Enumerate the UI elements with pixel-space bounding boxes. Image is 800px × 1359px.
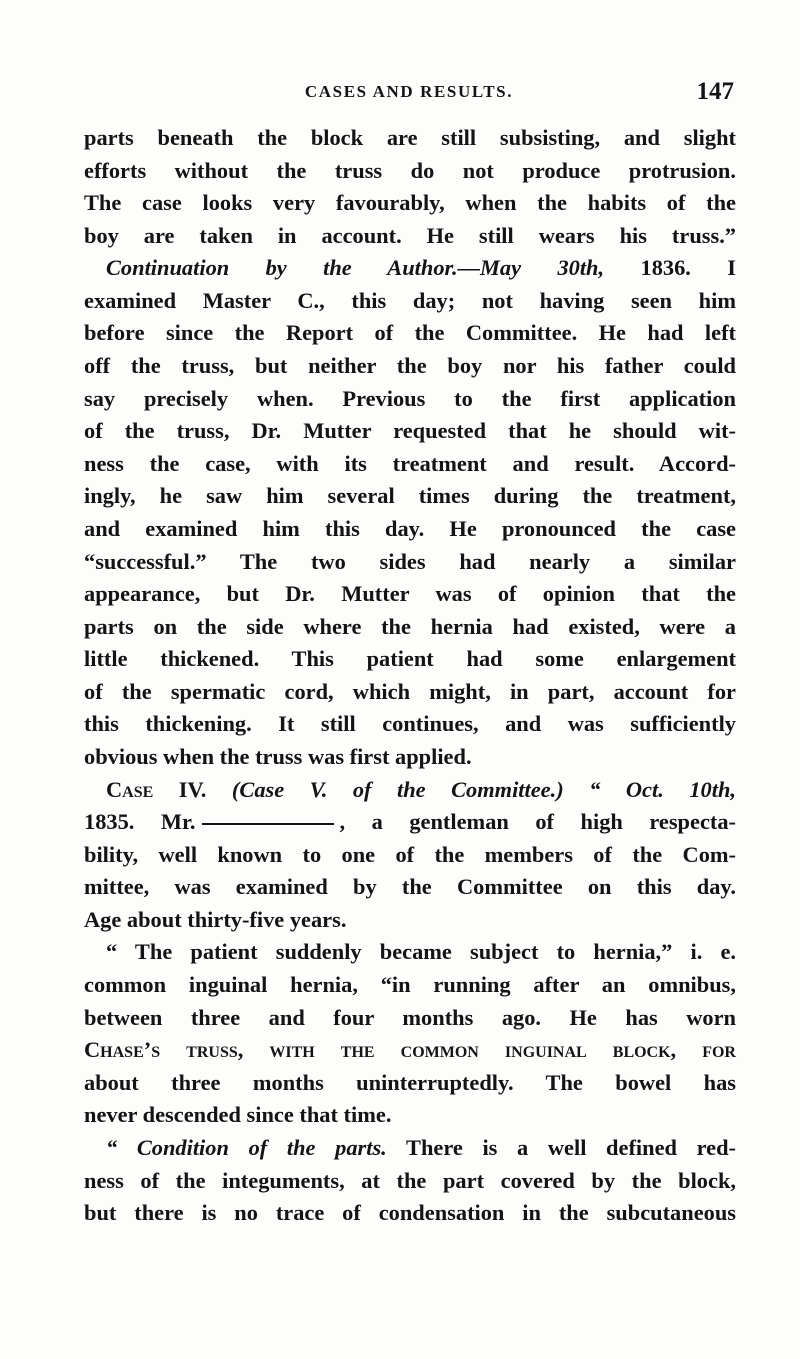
text-line <box>84 1132 736 1165</box>
text-line: appearance, but Dr. Mutter was of opinion that the <box>84 581 736 607</box>
text-line: parts beneath the block are still subsisting, and slight <box>84 125 736 150</box>
text-line: ness of the integuments, at the part covered by the block, <box>84 1167 736 1193</box>
case-heading: Case IV. <box>106 776 207 802</box>
text-line: between three and four months ago. He has worn <box>84 1004 736 1030</box>
text-line: The case looks very favourably, when the habits of the <box>84 190 736 216</box>
text-span: There is a well defined red- <box>386 1134 736 1160</box>
text-line: ness the case, with its treatment and result. Accord- <box>84 450 736 476</box>
body-text <box>84 122 736 1230</box>
text-line: obvious when the truss was first applied. <box>84 743 472 769</box>
text-line: efforts without the truss do not produce protrusion. <box>84 157 736 183</box>
text-span: 1835. Mr. <box>84 809 196 835</box>
text-line: never descended since that time. <box>84 1102 392 1128</box>
text-line <box>84 806 736 839</box>
text-line: ingly, he saw him several times during the treatment, <box>84 483 736 509</box>
running-title: CASES AND RESULTS. <box>304 82 514 101</box>
case-reference: (Case V. of the Committee.) <box>231 776 564 802</box>
text-line: before since the Report of the Committee. He had left <box>84 320 736 346</box>
text-line: mittee, was examined by the Committee on this day. <box>84 874 736 900</box>
text-line: boy are taken in account. He still wears his truss.” <box>84 222 736 248</box>
text-line: “successful.” The two sides had nearly a similar <box>84 548 736 574</box>
text-line: but there is no trace of condensation in the subcutaneous <box>84 1200 736 1226</box>
text-line: bility, well known to one of the members of the Com- <box>84 841 736 867</box>
text-line: “ The patient suddenly became subject to hernia,” i. e. <box>106 939 736 965</box>
text-line <box>84 774 736 807</box>
case-date: “ Oct. 10th, <box>589 776 736 802</box>
text-line <box>84 252 736 285</box>
page-number: 147 <box>696 78 734 105</box>
text-span: , a gentleman of high respecta- <box>339 809 736 835</box>
text-line <box>84 1034 736 1067</box>
text-span: 1836. I <box>604 255 736 281</box>
text-line: this thickening. It still continues, and was sufficiently <box>84 711 736 737</box>
text-line: examined Master C., this day; not having seen him <box>84 287 736 313</box>
text-line: little thickened. This patient had some enlargement <box>84 646 736 672</box>
text-line: of the spermatic cord, which might, in part, account for <box>84 678 736 704</box>
text-line: say precisely when. Previous to the first application <box>84 385 736 411</box>
text-line: common inguinal hernia, “in running after an omnibus, <box>84 972 736 998</box>
text-line: and examined him this day. He pronounced the case <box>84 515 736 541</box>
running-head <box>84 78 734 112</box>
condition-heading: “ Condition of the parts. <box>106 1134 387 1160</box>
text-line: off the truss, but neither the boy nor his father could <box>84 353 736 379</box>
text-line: of the truss, Dr. Mutter requested that he should wit- <box>84 418 736 444</box>
name-omission-dash <box>202 823 334 825</box>
text-line: Age about thirty-five years. <box>84 906 347 932</box>
text-line: parts on the side where the hernia had existed, were a <box>84 613 736 639</box>
text-line: about three months uninterruptedly. The bowel has <box>84 1069 736 1095</box>
text-span: Chase’s truss, with the common inguinal block, for <box>84 1037 736 1063</box>
continuation-heading: Continuation by the Author.—May 30th, <box>106 255 605 281</box>
